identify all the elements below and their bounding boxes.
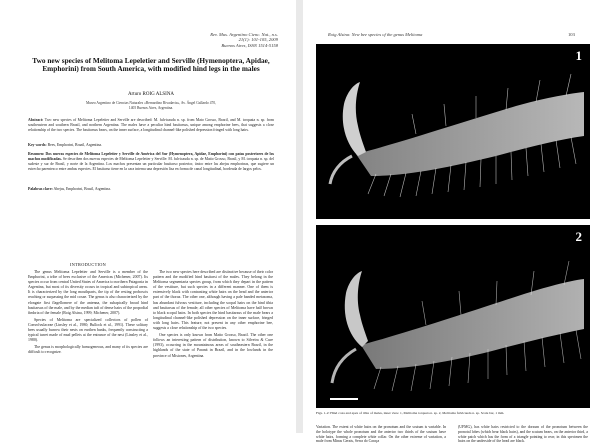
abstract-text: Two new species of Melitoma Lepeletier and Serville are described: M. fulvicauda n. sp. from Mato Grosso, Brazil, and M. torquata n. sp. from southeastern and southern Brazil, and northern Argentina. The males have a peculiar hind basitarsus, unique among emphorine bees, that suggests a close relationship of the two species. The basitarsus bears, on the inner surface, a longitudinal channel-like polished depression fringed with long hairs.: [28, 118, 274, 132]
journal-line-2: 21(1): 101-105, 2009: [238, 37, 278, 43]
figure-1-plate: [316, 44, 590, 219]
right-page: [303, 0, 600, 444]
body-paragraph: The genus Melitoma Lepeletier and Serville is a member of the Emphorini, a tribe of bees exclusive of the Americas (Michener, 2007). Its species occur from central United States of America to northern Patagonia in Argentina, but most of its diversity occurs in tropical and subtropical areas. It is characterized by the long mouthparts, the tip of the resting proboscis reaching or surpassing the mid coxae. The genus is also characterized by the elongate first flagellomere of the antenna, the subapically broad hind basitarsus of the male, and by the median tuft of dense hairs of the propodial fimbria of the female (Roig Alsina, 1999; Michener, 2007).: [28, 270, 148, 315]
resumen-text: Se describen dos nuevas especies de Melitoma Lepeletier y Serville: M. fulvicauda n. sp. de Matto Grosso, Brasil, y M. torquata n. sp. del sudeste y sur de Brasil, y norte de la Argentina. Los machos presentan un particular basitarso posterior, único entre las abejas emphorinas, que sugiere un estrecho parentesco entre ambas especies. El basitarso tiene en la cara interna una depresión lisa en forma de canal longitudinal, bordeada de largos pelos.: [28, 156, 274, 171]
palabras-clave: [28, 187, 274, 192]
keywords-text: Bees, Emphorini, Brazil, Argentina.: [47, 143, 103, 147]
journal-info: [138, 32, 278, 48]
figure-caption: Figs. 1-2: Hind coxa and apex of tibia of males, inner view. 1, Melitoma torquata n. sp. 2, Melitoma fulvicauda n. sp. Scale bar, 1 mm.: [316, 411, 505, 415]
figure-1-label: 1: [575, 48, 582, 63]
page-gutter: [296, 0, 303, 433]
author: Arturo ROIG ALSINA: [127, 92, 175, 97]
scale-bar: [330, 398, 358, 400]
journal-line-1: Rev. Mus. Argentino Cienc. Nat., n.s.: [210, 32, 278, 37]
body-column-right: [153, 270, 273, 361]
figure-2-plate: [316, 225, 590, 408]
figure-2-label: 2: [575, 229, 582, 244]
affiliation-line-2: 1405 Buenos Aires, Argentina.: [128, 105, 174, 110]
keywords: [28, 143, 274, 148]
resumen-label: Resumen: Dos nuevas especies de Melitoma Lepeletier y Serville de América del Sur (Hymenoptera, Apidae, Emphorini) con patas posteriores de los machos modificadas.: [28, 152, 274, 161]
resumen: [28, 152, 274, 172]
page-number: 103: [568, 32, 575, 37]
palabras-label: Palabras clave:: [28, 187, 53, 191]
figure-2-image: [316, 225, 590, 408]
article-title: Two new species of Melitoma Lepeletier and Serville (Hymenoptera, Apidae, Emphorini) from South America, with modified hind legs in the males: [32, 56, 270, 74]
left-page: [0, 0, 296, 433]
body-paragraph: The genus is morphologically homogeneous, and many of its species are difficult to recognize.: [28, 345, 148, 355]
body-column-left: [28, 270, 148, 358]
palabras-text: Abejas, Emphorini, Brasil, Argentina.: [53, 187, 111, 191]
body-paragraph: One species is only known from Matto Grosso, Brazil. The other one follows an interesting pattern of distribution, known to Silveira & Cure (1993), occurring in the mountainous areas of southeastern Brazil, in the highlands of the state of Paraná in Brazil, and in the lowlands in the province of Misiones, Argentina.: [153, 333, 273, 358]
variation-column-right: (UFMG), has white hairs restricted to the dorsum of the pronotum between the pronotal lobes (which bear black hairs), and the scutum bears, on the anterior third, a white patch which has the form of a triangle pointing to rear; in this specimen the hairs on the underside of the head are black.: [458, 425, 588, 444]
abstract: [28, 118, 274, 133]
affiliation: [28, 101, 274, 111]
variation-column-left: Variation. The extent of white hairs on the pronotum and the scutum is variable. In the holotype the whole pronotum and the anterior two thirds of the scutum have white hairs, forming a complete white collar. On the other extreme of variation, a male from Minas Gerais, Serra do Caraça: [316, 425, 446, 444]
running-head: Roig Alsina: New bee species of the genus Melitoma: [328, 32, 423, 37]
figure-1-image: [316, 44, 590, 219]
journal-line-3: Buenos Aires, ISSN 1514-5158: [221, 42, 278, 48]
introduction-heading: INTRODUCTION: [69, 262, 107, 267]
body-paragraph: The two new species here described are distinctive because of their color pattern and the modified hind basitarsi of the males. They belong in the Melitoma segmentaria species group, from which they depart in the pattern of the vestiture, but such species in a different manner. One of them is extensively black with contrasting white hairs on the head and the anterior part of the thorax. The other one, although having a pale banded metasoma, has abundant fulvous vestiture, including the scopal hairs on the hind tibia and basitarsus of the female; all other species of Melitoma have half brown to black scopal hairs. In both species the hind basitarsus of the male bears a longitudinal channel-like polished depression on the inner surface, fringed with long hairs. This feature, not present in any other emphorine bee, suggests a close relationship of the two species.: [153, 270, 273, 331]
affiliation-line-1: Museo Argentino de Ciencias Naturales «Bernardino Rivadavia», Av. Ángel Gallardo 470,: [85, 101, 217, 105]
abstract-label: Abstract:: [28, 118, 44, 122]
body-paragraph: Species of Melitoma are specialized collectors of pollen of Convolvulaceae (Linsley et al., 1980; Bullock et al., 1991). These solitary bees usually burrow their nests on earthen banks, frequently constructing a typical turret made of mud pellets at the entrance of the nest (Linsley et al., 1980).: [28, 317, 148, 343]
keywords-label: Key words:: [28, 143, 47, 147]
